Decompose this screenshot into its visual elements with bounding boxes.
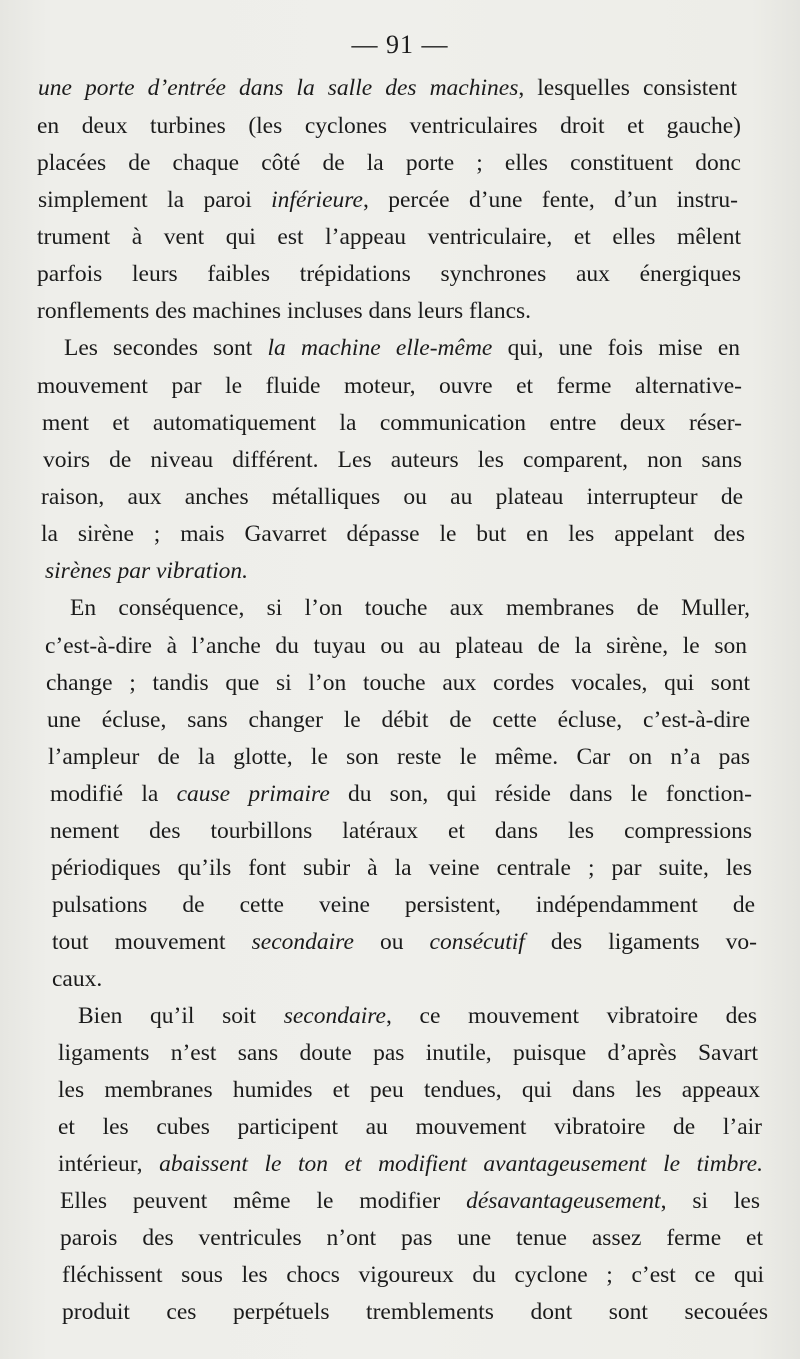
- text-line: [38, 182, 738, 218]
- italic-text: une porte d’entrée dans la salle des machines: [38, 75, 519, 101]
- italic-text: inférieure: [271, 187, 363, 213]
- text-span: Elles peuvent même le modifier: [60, 1188, 467, 1214]
- text-line: [64, 330, 740, 366]
- italic-text: consécutif: [429, 929, 525, 955]
- italic-text: secondaire: [251, 929, 354, 955]
- text-line: [47, 702, 750, 738]
- text-span: parfois leurs faibles trépidations synchrones aux énergiques: [37, 261, 741, 287]
- text-span: c’est-à-dire à l’anche du tuyau ou au plateau de la sirène, le son: [45, 633, 747, 659]
- text-span: ronflements des machines incluses dans leurs flancs.: [37, 298, 532, 324]
- text-span: raison, aux anches métalliques ou au plateau interrupteur de: [41, 484, 743, 510]
- text-line: [37, 293, 632, 329]
- text-line: [52, 961, 128, 997]
- text-line: [48, 739, 750, 775]
- text-line: [43, 442, 742, 478]
- text-span: change ; tandis que si l’on touche aux cordes vocales, qui sont: [46, 670, 750, 696]
- text-line: [62, 1294, 768, 1330]
- text-span: ment et automatiquement la communication entre deux réser-: [42, 410, 742, 436]
- text-line: [41, 516, 745, 552]
- text-line: [70, 590, 750, 626]
- text-line: [52, 887, 755, 923]
- italic-text: cause primaire: [176, 781, 330, 807]
- text-span: voirs de niveau différent. Les auteurs les comparent, non sans: [43, 447, 742, 473]
- text-line: [60, 1183, 760, 1219]
- text-line: [42, 405, 742, 441]
- text-span: nement des tourbillons latéraux et dans les compressions: [50, 818, 752, 844]
- text-line: [38, 70, 737, 106]
- text-span: du son, qui réside dans le fonction-: [329, 781, 752, 807]
- text-span: , ce mouvement vibratoire des: [385, 1003, 757, 1029]
- text-span: tout mouvement: [52, 929, 252, 955]
- text-span: Les secondes sont: [64, 335, 268, 361]
- text-span: fléchissent sous les chocs vigoureux du cyclone ; c’est ce qui: [62, 1262, 764, 1288]
- italic-text: abaissent le ton et modifient avantageusement le timbre.: [159, 1151, 763, 1177]
- italic-text: secondaire: [283, 1003, 386, 1029]
- italic-text: désavantageusement: [466, 1188, 661, 1214]
- text-line: [37, 108, 741, 144]
- italic-text: sirènes par vibration.: [45, 558, 249, 584]
- text-line: [37, 368, 742, 404]
- text-span: en deux turbines (les cyclones ventriculaires droit et gauche): [37, 113, 741, 139]
- text-line: [58, 1146, 763, 1182]
- text-line: [58, 1109, 762, 1145]
- text-span: , lesquelles consistent: [518, 75, 737, 101]
- text-span: modifié la: [50, 781, 177, 807]
- text-span: pulsations de cette veine persistent, indépendamment de: [52, 892, 755, 918]
- text-span: placées de chaque côté de la porte ; elles constituent donc: [37, 150, 741, 176]
- text-line: [78, 998, 757, 1034]
- text-span: , percée d’une fente, d’un instru-: [362, 187, 738, 213]
- text-line: [50, 813, 752, 849]
- text-span: produit ces perpétuels tremblements dont sont secouées: [62, 1299, 768, 1325]
- text-span: ligaments n’est sans doute pas inutile, puisque d’après Savart: [58, 1040, 758, 1066]
- text-span: intérieur,: [58, 1151, 160, 1177]
- text-line: [60, 1220, 763, 1256]
- text-line: [50, 776, 752, 812]
- text-span: une écluse, sans changer le débit de cette écluse, c’est-à-dire: [47, 707, 750, 733]
- text-span: des ligaments vo-: [524, 929, 758, 955]
- text-span: les membranes humides et peu tendues, qui dans les appeaux: [58, 1077, 760, 1103]
- text-span: la sirène ; mais Gavarret dépasse le but en les appelant des: [41, 521, 745, 547]
- text-span: caux.: [52, 966, 103, 992]
- text-line: [37, 145, 741, 181]
- text-line: [45, 553, 282, 589]
- text-span: simplement la paroi: [38, 187, 272, 213]
- text-line: [51, 850, 752, 886]
- text-line: [62, 1257, 764, 1293]
- text-span: En conséquence, si l’on touche aux membranes de Muller,: [70, 595, 750, 621]
- text-line: [45, 628, 747, 664]
- text-span: ou: [353, 929, 430, 955]
- text-span: parois des ventricules n’ont pas une tenue assez ferme et: [60, 1225, 763, 1251]
- text-line: [41, 479, 743, 515]
- text-span: périodiques qu’ils font subir à la veine centrale ; par suite, les: [51, 855, 752, 881]
- text-line: [37, 256, 741, 292]
- text-span: l’ampleur de la glotte, le son reste le même. Car on n’a pas: [48, 744, 750, 770]
- text-span: , si les: [660, 1188, 760, 1214]
- text-line: [46, 665, 750, 701]
- text-span: et les cubes participent au mouvement vibratoire de l’air: [58, 1114, 762, 1140]
- text-line: [37, 219, 741, 255]
- italic-text: la machine elle-même: [267, 335, 493, 361]
- page-number: — 91 —: [351, 30, 449, 59]
- text-span: mouvement par le fluide moteur, ouvre et ferme alternative-: [37, 373, 742, 399]
- text-line: [58, 1072, 760, 1108]
- text-line: [58, 1035, 758, 1071]
- text-span: trument à vent qui est l’appeau ventriculaire, et elles mêlent: [37, 224, 741, 250]
- text-span: qui, une fois mise en: [492, 335, 741, 361]
- text-span: Bien qu’il soit: [78, 1003, 284, 1029]
- text-line: [52, 924, 757, 960]
